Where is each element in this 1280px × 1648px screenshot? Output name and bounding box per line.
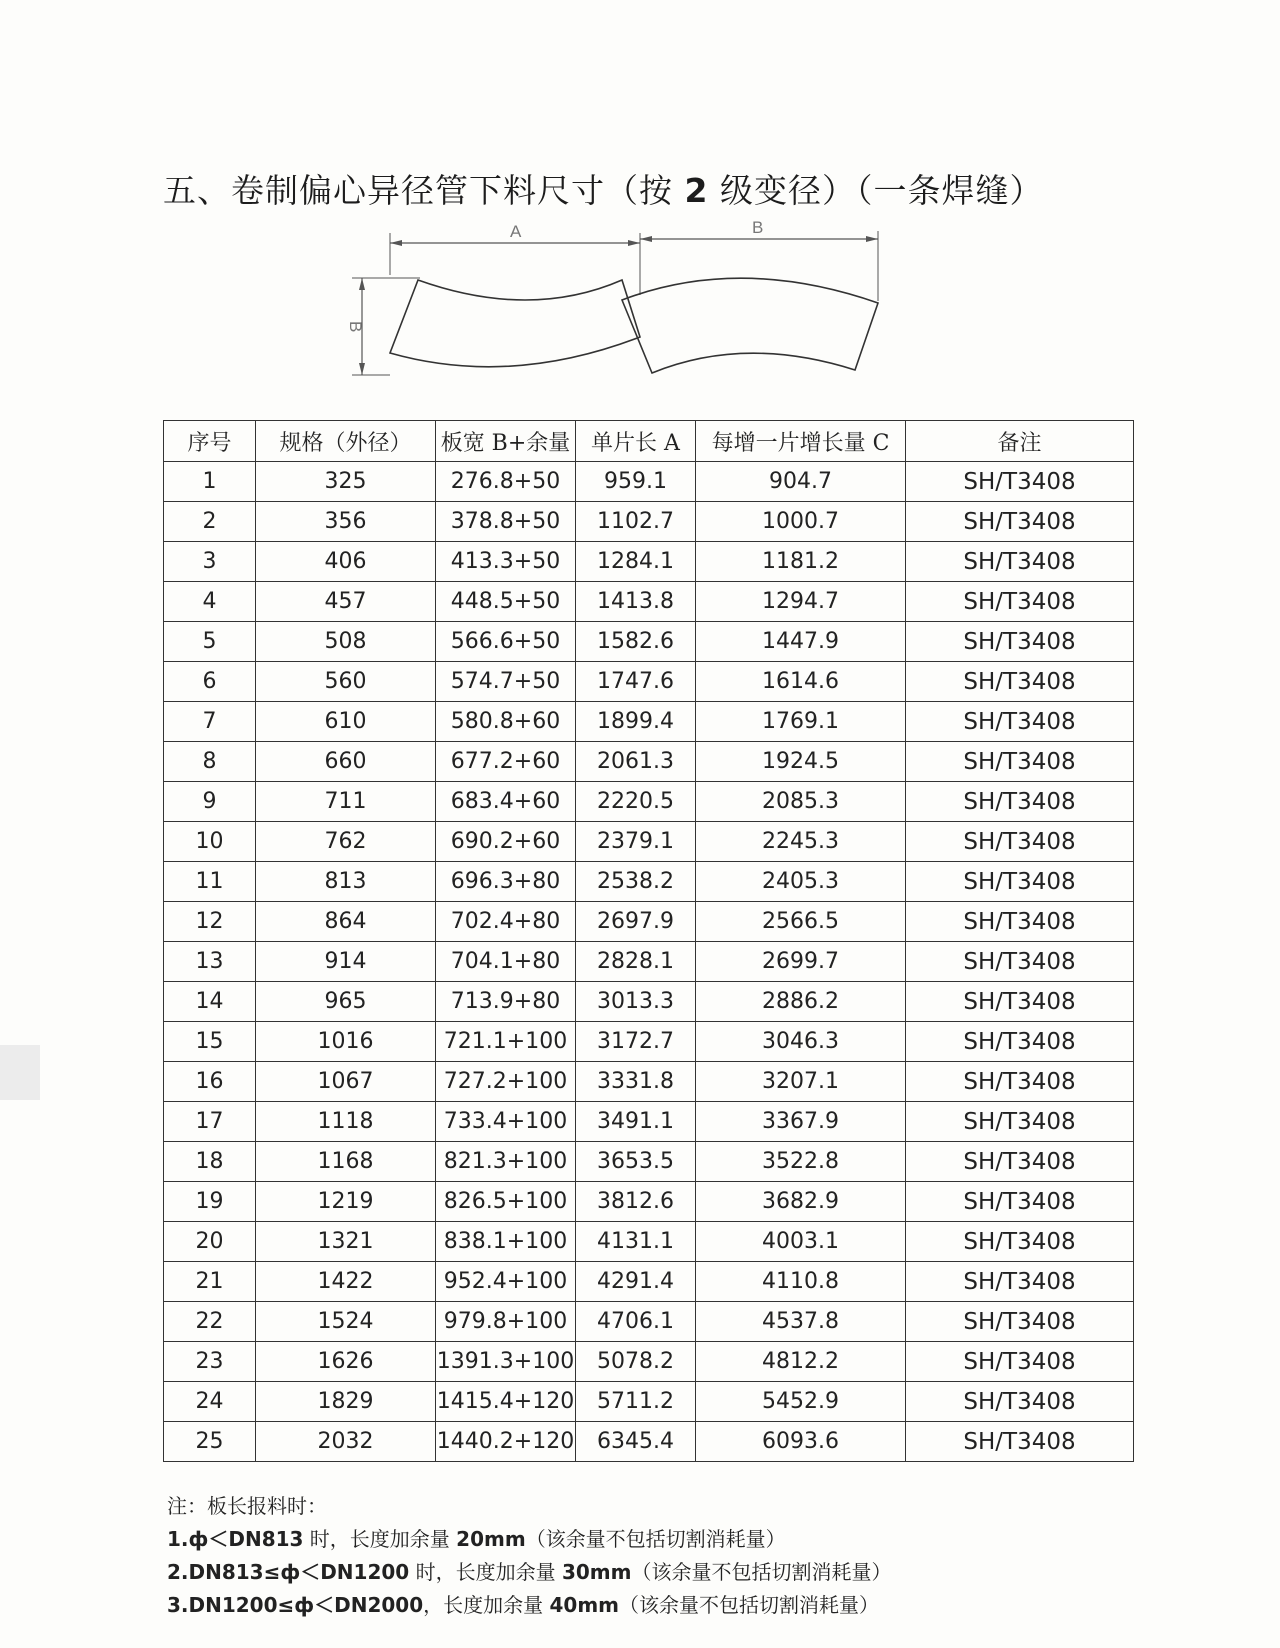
- note-3-lead: 3.DN1200≤ф＜DN2000: [167, 1593, 424, 1617]
- cell-increment: 3367.9: [696, 1102, 906, 1142]
- cell-piece-length: 4291.4: [576, 1262, 696, 1302]
- cell-index: 23: [164, 1342, 256, 1382]
- cell-plate-width: 821.3+100: [436, 1142, 576, 1182]
- cell-increment: 6093.6: [696, 1422, 906, 1462]
- cell-piece-length: 2220.5: [576, 782, 696, 822]
- notes: [167, 1490, 891, 1622]
- cell-increment: 1614.6: [696, 662, 906, 702]
- table-row: [164, 462, 1134, 502]
- cell-remark: SH/T3408: [906, 622, 1134, 662]
- cell-plate-width: 413.3+50: [436, 542, 576, 582]
- cell-index: 6: [164, 662, 256, 702]
- note-line-1: [167, 1523, 891, 1556]
- table-row: [164, 1062, 1134, 1102]
- cell-remark: SH/T3408: [906, 982, 1134, 1022]
- table-row: [164, 1142, 1134, 1182]
- cell-increment: 1000.7: [696, 502, 906, 542]
- page-title: [163, 165, 1043, 212]
- cell-piece-length: 2697.9: [576, 902, 696, 942]
- cell-index: 17: [164, 1102, 256, 1142]
- note-1-amount: 20mm: [456, 1527, 526, 1551]
- cell-spec: 1524: [256, 1302, 436, 1342]
- cell-piece-length: 3013.3: [576, 982, 696, 1022]
- cell-index: 16: [164, 1062, 256, 1102]
- cell-plate-width: 276.8+50: [436, 462, 576, 502]
- table-row: [164, 982, 1134, 1022]
- cell-increment: 2405.3: [696, 862, 906, 902]
- cell-increment: 1294.7: [696, 582, 906, 622]
- cell-plate-width: 378.8+50: [436, 502, 576, 542]
- cell-increment: 904.7: [696, 462, 906, 502]
- note-2-text: 时，长度加余量: [409, 1560, 562, 1584]
- cell-remark: SH/T3408: [906, 662, 1134, 702]
- cell-piece-length: 959.1: [576, 462, 696, 502]
- cell-spec: 406: [256, 542, 436, 582]
- table-row: [164, 1222, 1134, 1262]
- cell-plate-width: 727.2+100: [436, 1062, 576, 1102]
- cell-index: 20: [164, 1222, 256, 1262]
- cell-increment: 1181.2: [696, 542, 906, 582]
- cell-index: 10: [164, 822, 256, 862]
- cell-spec: 762: [256, 822, 436, 862]
- cell-increment: 1447.9: [696, 622, 906, 662]
- cell-remark: SH/T3408: [906, 1382, 1134, 1422]
- cell-spec: 560: [256, 662, 436, 702]
- plate-piece-b: [622, 278, 878, 373]
- cell-piece-length: 2538.2: [576, 862, 696, 902]
- cell-remark: SH/T3408: [906, 1222, 1134, 1262]
- table-row: [164, 1422, 1134, 1462]
- cell-piece-length: 3331.8: [576, 1062, 696, 1102]
- cell-spec: 457: [256, 582, 436, 622]
- cell-plate-width: 713.9+80: [436, 982, 576, 1022]
- cell-remark: SH/T3408: [906, 862, 1134, 902]
- cell-piece-length: 5711.2: [576, 1382, 696, 1422]
- table-row: [164, 662, 1134, 702]
- cell-spec: 2032: [256, 1422, 436, 1462]
- dim-b-side-arrow-bottom: [359, 363, 365, 375]
- cell-piece-length: 1413.8: [576, 582, 696, 622]
- table-row: [164, 942, 1134, 982]
- cell-index: 14: [164, 982, 256, 1022]
- cell-plate-width: 826.5+100: [436, 1182, 576, 1222]
- table-row: [164, 1182, 1134, 1222]
- cell-piece-length: 3653.5: [576, 1142, 696, 1182]
- cell-spec: 1626: [256, 1342, 436, 1382]
- cell-index: 9: [164, 782, 256, 822]
- scan-artifact: [0, 1045, 40, 1100]
- cell-piece-length: 1284.1: [576, 542, 696, 582]
- cell-index: 19: [164, 1182, 256, 1222]
- cell-increment: 4537.8: [696, 1302, 906, 1342]
- cell-piece-length: 2379.1: [576, 822, 696, 862]
- cell-plate-width: 979.8+100: [436, 1302, 576, 1342]
- table-row: [164, 1102, 1134, 1142]
- cell-increment: 3522.8: [696, 1142, 906, 1182]
- note-1-text: 时，长度加余量: [303, 1527, 457, 1551]
- cell-remark: SH/T3408: [906, 1422, 1134, 1462]
- cell-index: 15: [164, 1022, 256, 1062]
- cell-index: 21: [164, 1262, 256, 1302]
- cell-increment: 4110.8: [696, 1262, 906, 1302]
- cell-remark: SH/T3408: [906, 1342, 1134, 1382]
- cell-remark: SH/T3408: [906, 902, 1134, 942]
- cell-remark: SH/T3408: [906, 1102, 1134, 1142]
- cell-spec: 1321: [256, 1222, 436, 1262]
- cell-spec: 660: [256, 742, 436, 782]
- cell-plate-width: 574.7+50: [436, 662, 576, 702]
- cell-remark: SH/T3408: [906, 462, 1134, 502]
- cell-increment: 2886.2: [696, 982, 906, 1022]
- cell-piece-length: 5078.2: [576, 1342, 696, 1382]
- cutting-size-table: [163, 420, 1134, 1462]
- cell-spec: 356: [256, 502, 436, 542]
- cell-piece-length: 3491.1: [576, 1102, 696, 1142]
- table-row: [164, 1262, 1134, 1302]
- cell-spec: 325: [256, 462, 436, 502]
- cell-index: 1: [164, 462, 256, 502]
- cell-spec: 1829: [256, 1382, 436, 1422]
- table-row: [164, 622, 1134, 662]
- cell-remark: SH/T3408: [906, 1262, 1134, 1302]
- cell-piece-length: 1899.4: [576, 702, 696, 742]
- cell-piece-length: 1747.6: [576, 662, 696, 702]
- cell-plate-width: 677.2+60: [436, 742, 576, 782]
- cell-index: 5: [164, 622, 256, 662]
- dim-b-arrow-right: [866, 236, 878, 242]
- cell-plate-width: 1415.4+120: [436, 1382, 576, 1422]
- table-row: [164, 702, 1134, 742]
- eccentric-reducer-diagram: [346, 218, 920, 385]
- dim-b-side-label: B: [346, 321, 365, 333]
- dim-b-arrow-left: [640, 236, 652, 242]
- dim-b-top-label: B: [752, 218, 764, 237]
- table-row: [164, 1302, 1134, 1342]
- cell-remark: SH/T3408: [906, 822, 1134, 862]
- cell-piece-length: 2061.3: [576, 742, 696, 782]
- note-2-tail: （该余量不包括切割消耗量）: [631, 1560, 892, 1584]
- dim-a-arrow-left: [390, 240, 402, 246]
- cell-plate-width: 696.3+80: [436, 862, 576, 902]
- note-2-amount: 30mm: [561, 1560, 632, 1584]
- cell-piece-length: 3172.7: [576, 1022, 696, 1062]
- cell-plate-width: 566.6+50: [436, 622, 576, 662]
- cell-spec: 1168: [256, 1142, 436, 1182]
- cell-plate-width: 721.1+100: [436, 1022, 576, 1062]
- cell-spec: 1067: [256, 1062, 436, 1102]
- table-row: [164, 1342, 1134, 1382]
- dim-b-side-arrow-top: [359, 278, 365, 290]
- table-row: [164, 862, 1134, 902]
- cell-piece-length: 4706.1: [576, 1302, 696, 1342]
- cell-plate-width: 690.2+60: [436, 822, 576, 862]
- cell-increment: 3682.9: [696, 1182, 906, 1222]
- cell-index: 11: [164, 862, 256, 902]
- table-row: [164, 822, 1134, 862]
- cell-index: 22: [164, 1302, 256, 1342]
- notes-title: 注：板长报料时：: [167, 1494, 327, 1518]
- cell-increment: 4812.2: [696, 1342, 906, 1382]
- table-row: [164, 902, 1134, 942]
- cell-remark: SH/T3408: [906, 942, 1134, 982]
- cell-spec: 965: [256, 982, 436, 1022]
- cell-increment: 2566.5: [696, 902, 906, 942]
- cell-spec: 711: [256, 782, 436, 822]
- cell-increment: 1924.5: [696, 742, 906, 782]
- table-row: [164, 742, 1134, 782]
- table-row: [164, 1022, 1134, 1062]
- cell-piece-length: 3812.6: [576, 1182, 696, 1222]
- table-row: [164, 1382, 1134, 1422]
- cell-spec: 508: [256, 622, 436, 662]
- cell-remark: SH/T3408: [906, 1022, 1134, 1062]
- header-piece-length: 单片长 A: [576, 421, 696, 462]
- cell-index: 3: [164, 542, 256, 582]
- cell-piece-length: 4131.1: [576, 1222, 696, 1262]
- header-spec: 规格（外径）: [256, 421, 436, 462]
- header-plate-width: 板宽 B+余量: [436, 421, 576, 462]
- note-3-amount: 40mm: [549, 1593, 619, 1617]
- cell-plate-width: 702.4+80: [436, 902, 576, 942]
- note-3-text: ，长度加余量: [423, 1593, 550, 1617]
- cell-remark: SH/T3408: [906, 582, 1134, 622]
- cell-remark: SH/T3408: [906, 1142, 1134, 1182]
- cell-increment: 3207.1: [696, 1062, 906, 1102]
- plate-piece-a: [390, 280, 640, 367]
- note-line-3: [167, 1589, 891, 1622]
- cell-increment: 5452.9: [696, 1382, 906, 1422]
- cell-piece-length: 2828.1: [576, 942, 696, 982]
- cell-plate-width: 704.1+80: [436, 942, 576, 982]
- cell-piece-length: 6345.4: [576, 1422, 696, 1462]
- table-row: [164, 542, 1134, 582]
- cell-increment: 1769.1: [696, 702, 906, 742]
- cell-plate-width: 952.4+100: [436, 1262, 576, 1302]
- cell-remark: SH/T3408: [906, 1302, 1134, 1342]
- cell-increment: 2085.3: [696, 782, 906, 822]
- cell-plate-width: 1391.3+100: [436, 1342, 576, 1382]
- cell-spec: 1118: [256, 1102, 436, 1142]
- cell-increment: 2245.3: [696, 822, 906, 862]
- cell-plate-width: 1440.2+120: [436, 1422, 576, 1462]
- title-suffix: 级变径）（一条焊缝）: [708, 171, 1044, 210]
- cell-increment: 2699.7: [696, 942, 906, 982]
- cell-piece-length: 1582.6: [576, 622, 696, 662]
- title-bold-number: 2: [684, 171, 709, 210]
- note-1-lead: 1.ф＜DN813: [167, 1527, 304, 1551]
- title-prefix: 五、卷制偏心异径管下料尺寸（按: [163, 171, 685, 210]
- cell-plate-width: 448.5+50: [436, 582, 576, 622]
- cell-remark: SH/T3408: [906, 502, 1134, 542]
- cell-index: 12: [164, 902, 256, 942]
- table-header-row: [164, 421, 1134, 462]
- note-line-2: [167, 1556, 891, 1589]
- note-3-tail: （该余量不包括切割消耗量）: [619, 1593, 879, 1617]
- cell-remark: SH/T3408: [906, 542, 1134, 582]
- table-row: [164, 782, 1134, 822]
- cell-piece-length: 1102.7: [576, 502, 696, 542]
- cell-remark: SH/T3408: [906, 1182, 1134, 1222]
- cell-index: 25: [164, 1422, 256, 1462]
- cell-spec: 864: [256, 902, 436, 942]
- cell-spec: 1016: [256, 1022, 436, 1062]
- note-2-lead: 2.DN813≤ф＜DN1200: [167, 1560, 410, 1584]
- header-remark: 备注: [906, 421, 1134, 462]
- cell-remark: SH/T3408: [906, 1062, 1134, 1102]
- cell-index: 2: [164, 502, 256, 542]
- dim-a-label: A: [510, 222, 522, 241]
- header-index: 序号: [164, 421, 256, 462]
- cell-index: 13: [164, 942, 256, 982]
- cell-index: 24: [164, 1382, 256, 1422]
- table-row: [164, 502, 1134, 542]
- cell-spec: 1219: [256, 1182, 436, 1222]
- cell-index: 8: [164, 742, 256, 782]
- cell-increment: 3046.3: [696, 1022, 906, 1062]
- cell-remark: SH/T3408: [906, 742, 1134, 782]
- table-row: [164, 582, 1134, 622]
- cell-increment: 4003.1: [696, 1222, 906, 1262]
- cell-spec: 610: [256, 702, 436, 742]
- cell-spec: 813: [256, 862, 436, 902]
- dim-a-arrow-right: [628, 240, 640, 246]
- cell-spec: 914: [256, 942, 436, 982]
- cell-index: 18: [164, 1142, 256, 1182]
- cell-index: 7: [164, 702, 256, 742]
- cell-plate-width: 838.1+100: [436, 1222, 576, 1262]
- cell-plate-width: 733.4+100: [436, 1102, 576, 1142]
- cell-plate-width: 580.8+60: [436, 702, 576, 742]
- cell-remark: SH/T3408: [906, 782, 1134, 822]
- cell-remark: SH/T3408: [906, 702, 1134, 742]
- cell-plate-width: 683.4+60: [436, 782, 576, 822]
- cell-index: 4: [164, 582, 256, 622]
- note-1-tail: （该余量不包括切割消耗量）: [525, 1527, 786, 1551]
- cell-spec: 1422: [256, 1262, 436, 1302]
- header-increment: 每增一片增长量 C: [696, 421, 906, 462]
